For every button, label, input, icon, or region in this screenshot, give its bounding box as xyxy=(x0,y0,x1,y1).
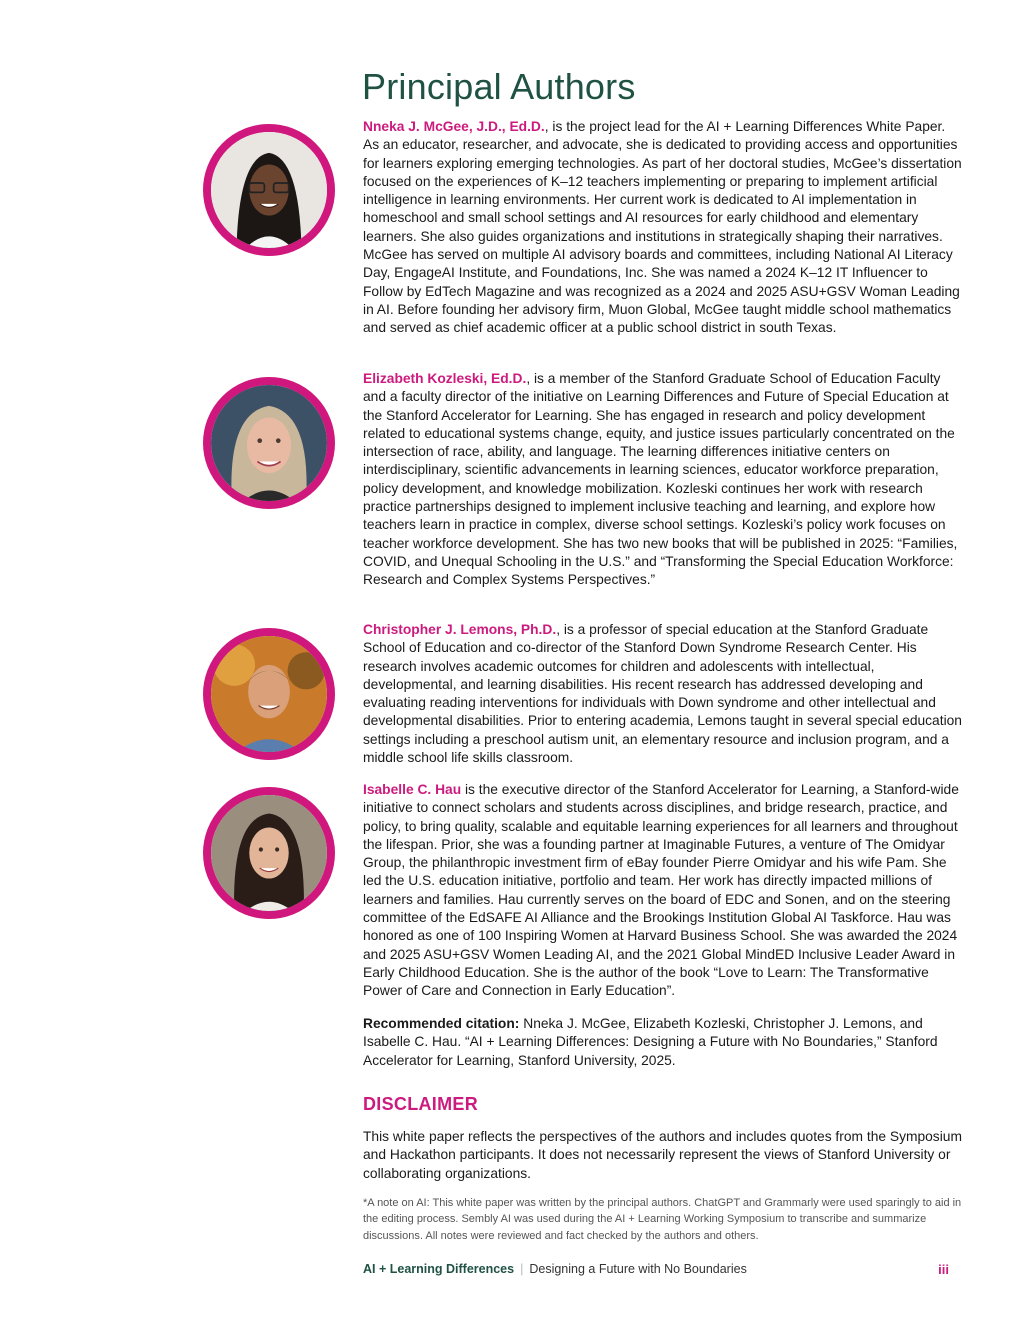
author-name: Nneka J. McGee, J.D., Ed.D. xyxy=(363,119,545,134)
author-photo-lemons xyxy=(203,628,335,760)
ai-note: *A note on AI: This white paper was written by the principal authors. ChatGPT and Grammarly were used sparingly to aid in the editing process. Sembly AI was used during the AI + Learning Working Symposium to transcribe and summarize discussions. All notes were reviewed and fact checked by the authors and others. xyxy=(363,1197,962,1242)
author-bio-text: , is a professor of special education at the Stanford Graduate School of Education and co-director of the Stanford Down Syndrome Research Center. His research involves academic outcomes for children and adolescents with intellectual, developmental, and learning disabilities. His recent research has addressed developing and evaluating reading interventions for individuals with Down syndrome and other intellectual and developmental disabilities. Prior to entering academia, Lemons taught in several special education settings including a preschool autism unit, an elementary resource and inclusion program, and a middle school life skills classroom. xyxy=(363,622,962,766)
author-bio-hau xyxy=(363,781,963,1001)
recommended-citation xyxy=(363,1015,963,1070)
author-bio-mcgee xyxy=(363,118,963,338)
page-number: iii xyxy=(938,1262,949,1277)
author-name: Isabelle C. Hau xyxy=(363,782,462,797)
footer-brand: AI + Learning Differences xyxy=(363,1262,515,1276)
author-bio-lemons xyxy=(363,621,963,767)
disclaimer-heading: DISCLAIMER xyxy=(363,1094,478,1114)
citation-label: Recommended citation: xyxy=(363,1016,520,1031)
author-bio-text: , is a member of the Stanford Graduate School of Education Faculty and a faculty director of the initiative on Learning Differences and Future of Special Education at the Stanford Accelerator for Learning. She has engaged in research and policy development related to educational systems change, equity, and justice issues particularly concentrated on the intersection of race, ability, and language. The learning differences initiative centers on interdisciplinary, scientific advancements in learning sciences, educator workforce preparation, policy development, and knowledge mobilization. Kozleski continues her work with research practice partnerships designed to implement inclusive teaching and learning, and explore how teachers learn in practice in complex, diverse school settings. Kozleski’s policy work focuses on teacher workforce development. She has two new books that will be published in 2025: “Families, COVID, and Unequal Schooling in the U.S.” and “Transforming the Special Education Workforce: Research and Complex Systems Perspectives.” xyxy=(363,371,958,588)
author-name: Elizabeth Kozleski, Ed.D. xyxy=(363,371,527,386)
footer-subtitle: Designing a Future with No Boundaries xyxy=(529,1262,747,1276)
disclaimer-text: This white paper reflects the perspectives of the authors and includes quotes from the Symposium and Hackathon participants. It does not necessarily represent the views of Stanford University or collaborating organizations. xyxy=(363,1129,962,1181)
page-footer xyxy=(363,1262,949,1280)
author-photo-mcgee xyxy=(203,124,335,256)
author-photo-kozleski xyxy=(203,377,335,509)
page-title: Principal Authors xyxy=(362,66,636,107)
author-photo-hau xyxy=(203,787,335,919)
author-bio-text: is the executive director of the Stanford Accelerator for Learning, a Stanford-wide initiative to connect scholars and students across disciplines, and bridge research, practice, and policy, to bring quality, scalable and equitable learning experiences for all learners and throughout the lifespan. Prior, she was a founding partner at Imaginable Futures, a venture of The Omidyar Group, the philanthropic investment firm of eBay founder Pierre Omidyar and his wife Pam. She led the U.S. education initiative, portfolio and team. Her work has directly impacted millions of learners and families. Hau currently serves on the board of EDC and Sonen, and on the steering committee of the EdSAFE AI Alliance and the Brookings Institution Global AI Taskforce. Hau was honored as one of 100 Inspiring Women at Harvard Business School. She was awarded the 2024 and 2025 ASU+GSV Women Leading AI, and the 2021 Global MindED Inclusive Leader Award in Early Childhood Education. She is the author of the book “Love to Learn: The Transformative Power of Care and Connection in Early Education”. xyxy=(363,782,959,999)
author-bio-kozleski xyxy=(363,370,963,590)
author-bio-text: , is the project lead for the AI + Learning Differences White Paper. As an educator, researcher, and advocate, she is dedicated to providing access and opportunities for learners exploring emerging technologies. As part of her doctoral studies, McGee’s dissertation focused on the experiences of K–12 teachers implementing or preparing to implement artificial intelligence in learning environments. Her current work is dedicated to AI implementation in homeschool and small school settings and AI resources for early childhood and elementary learners. She also guides organizations and institutions in strategically shaping their narratives. McGee has served on multiple AI advisory boards and committees, including National AI Literacy Day, EngageAI Institute, and Foundations, Inc. She was named a 2024 K–12 IT Influencer to Follow by EdTech Magazine and was recognized as a 2024 and 2025 ASU+GSV Woman Leading in AI. Before founding her advisory firm, Muon Global, McGee taught middle school mathematics and served as chief academic officer at a public school district in south Texas. xyxy=(363,119,962,336)
author-name: Christopher J. Lemons, Ph.D. xyxy=(363,622,557,637)
citation-text: Nneka J. McGee, Elizabeth Kozleski, Christopher J. Lemons, and Isabelle C. Hau. “AI + Learning Differences: Designing a Future with No Boundaries,” Stanford Accelerator for Learning, Stanford University, 2025. xyxy=(363,1016,938,1068)
footer-divider: | xyxy=(520,1262,524,1276)
